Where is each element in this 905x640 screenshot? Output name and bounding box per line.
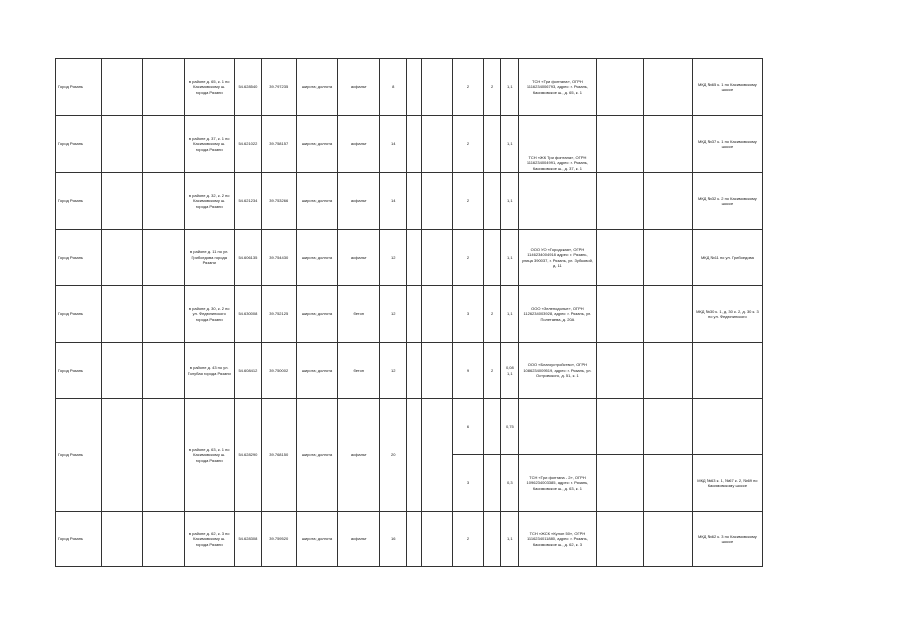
volume-cell: 1,1 bbox=[501, 116, 519, 173]
empty-cell bbox=[142, 116, 184, 173]
containers-planned-cell bbox=[483, 173, 501, 230]
coords-system-cell: широта; долгота bbox=[296, 343, 338, 399]
address-cell: в районе д. 63, к. 1 по Касимовскому ш. города Рязани bbox=[184, 399, 234, 512]
surface-cell: асфальт bbox=[338, 399, 380, 512]
area-cell: 14 bbox=[380, 173, 407, 230]
owner-cell: ТСН «ЖК Три фонтана», ОГРН 1116234004991, адрес: г. Рязань, Касимовское ш., д. 37, к. 1 bbox=[519, 116, 596, 173]
source-cell bbox=[692, 399, 762, 455]
table-row bbox=[56, 343, 763, 399]
table-row bbox=[56, 399, 763, 455]
empty-cell bbox=[407, 286, 422, 343]
source-cell: МКД №37 к. 1 по Касимовскому шоссе bbox=[692, 116, 762, 173]
empty-cell bbox=[102, 230, 143, 286]
volume-value-b: 1,1 bbox=[507, 370, 513, 376]
volume-value-a: 0,08 bbox=[505, 365, 514, 371]
containers-planned-cell bbox=[483, 399, 501, 455]
empty-cell bbox=[407, 399, 422, 512]
containers-planned-cell: 2 bbox=[483, 343, 501, 399]
empty-cell bbox=[102, 343, 143, 399]
surface-cell: асфальт bbox=[338, 512, 380, 567]
latitude-cell: 54.621234 bbox=[234, 173, 261, 230]
empty-cell bbox=[142, 230, 184, 286]
source-cell: МКД №65 к. 1 по Касимовскому шоссе bbox=[692, 59, 762, 116]
area-cell: 8 bbox=[380, 59, 407, 116]
longitude-cell: 39.752125 bbox=[262, 286, 297, 343]
table-row bbox=[56, 230, 763, 286]
volume-cell: 0,75 bbox=[501, 399, 519, 455]
empty-cell bbox=[596, 116, 643, 173]
containers-existing-cell: 2 bbox=[453, 116, 483, 173]
empty-cell bbox=[142, 512, 184, 567]
owner-cell: ООО «Благоустройство», ОГРН 1086234009519, адрес: г. Рязань, ул. Островского, д. 51, к. 1 bbox=[519, 343, 596, 399]
latitude-cell: 54.628290 bbox=[234, 399, 261, 512]
empty-cell bbox=[142, 399, 184, 512]
latitude-cell: 54.628540 bbox=[234, 59, 261, 116]
area-cell: 16 bbox=[380, 512, 407, 567]
empty-cell bbox=[643, 512, 692, 567]
area-cell: 12 bbox=[380, 230, 407, 286]
volume-cell: 1,1 bbox=[501, 286, 519, 343]
empty-cell bbox=[421, 173, 452, 230]
empty-cell bbox=[142, 343, 184, 399]
table-row bbox=[56, 512, 763, 567]
containers-existing-cell: 2 bbox=[453, 173, 483, 230]
source-cell: МКД №62 к. 3 по Касимовскому шоссе bbox=[692, 512, 762, 567]
surface-cell: асфальт bbox=[338, 116, 380, 173]
longitude-cell: 39.797235 bbox=[262, 59, 297, 116]
containers-planned-cell bbox=[483, 512, 501, 567]
coords-system-cell: широта; долгота bbox=[296, 59, 338, 116]
empty-cell bbox=[421, 512, 452, 567]
empty-cell bbox=[421, 286, 452, 343]
containers-planned-cell bbox=[483, 455, 501, 512]
containers-existing-cell: 9 bbox=[453, 343, 483, 399]
containers-existing-cell: 3 bbox=[453, 455, 483, 512]
empty-cell bbox=[142, 286, 184, 343]
area-cell: 12 bbox=[380, 343, 407, 399]
table-row bbox=[56, 286, 763, 343]
empty-cell bbox=[596, 286, 643, 343]
empty-cell bbox=[407, 230, 422, 286]
coords-system-cell: широта; долгота bbox=[296, 230, 338, 286]
volume-cell: 0,3 bbox=[501, 455, 519, 512]
latitude-cell: 54.606135 bbox=[234, 230, 261, 286]
volume-cell: 1,1 bbox=[501, 59, 519, 116]
owner-cell bbox=[519, 173, 596, 230]
address-cell: в районе д. 37, к. 1 по Касимовскому ш. города Рязани bbox=[184, 116, 234, 173]
containers-planned-cell bbox=[483, 230, 501, 286]
coords-system-cell: широта; долгота bbox=[296, 286, 338, 343]
empty-cell bbox=[421, 230, 452, 286]
surface-cell: асфальт bbox=[338, 59, 380, 116]
volume-cell: 1,1 bbox=[501, 230, 519, 286]
empty-cell bbox=[596, 343, 643, 399]
surface-cell: бетон bbox=[338, 343, 380, 399]
empty-cell bbox=[407, 343, 422, 399]
table-row bbox=[56, 59, 763, 116]
containers-planned-cell: 2 bbox=[483, 59, 501, 116]
empty-cell bbox=[421, 116, 452, 173]
empty-cell bbox=[643, 173, 692, 230]
volume-cell: 1,1 bbox=[501, 512, 519, 567]
source-cell bbox=[692, 343, 762, 399]
empty-cell bbox=[643, 116, 692, 173]
empty-cell bbox=[142, 59, 184, 116]
containers-planned-cell: 2 bbox=[483, 286, 501, 343]
area-cell: 20 bbox=[380, 399, 407, 512]
address-cell: в районе д. 43 по ул. Голубая города Рязани bbox=[184, 343, 234, 399]
owner-cell: ООО УО «Городская», ОГРН 1146234004918 адрес: г. Рязань, улица 390037, г. Рязань, ул. Зубковой, д. 11 bbox=[519, 230, 596, 286]
table-row bbox=[56, 173, 763, 230]
empty-cell bbox=[596, 399, 643, 455]
empty-cell bbox=[596, 512, 643, 567]
coords-system-cell: широта; долгота bbox=[296, 512, 338, 567]
empty-cell bbox=[421, 399, 452, 512]
latitude-cell: 54.628308 bbox=[234, 512, 261, 567]
empty-cell bbox=[643, 343, 692, 399]
empty-cell bbox=[407, 173, 422, 230]
surface-cell: бетон bbox=[338, 286, 380, 343]
empty-cell bbox=[596, 455, 643, 512]
empty-cell bbox=[102, 173, 143, 230]
empty-cell bbox=[407, 116, 422, 173]
empty-cell bbox=[102, 286, 143, 343]
surface-cell: асфальт bbox=[338, 173, 380, 230]
latitude-cell: 54.621022 bbox=[234, 116, 261, 173]
owner-cell: ТСН «Три фонтана - 2», ОГРН 1096234003385, адрес: г. Рязань, Касимовское ш., д. 63, к. 1 bbox=[519, 455, 596, 512]
empty-cell bbox=[643, 230, 692, 286]
empty-cell bbox=[643, 455, 692, 512]
registry-table bbox=[55, 58, 763, 567]
empty-cell bbox=[421, 343, 452, 399]
longitude-cell: 39.754430 bbox=[262, 230, 297, 286]
owner-cell: ТСН «ЖСК «Кулон 50», ОГРН 1116234011880, адрес: г. Рязань, Касимовское ш., д. 62, к. 3 bbox=[519, 512, 596, 567]
area-cell: 14 bbox=[380, 116, 407, 173]
source-cell: МКД №32 к. 2 по Касимовскому шоссе bbox=[692, 173, 762, 230]
address-cell: в районе д. 62, к. 3 по Касимовскому ш. города Рязани bbox=[184, 512, 234, 567]
latitude-cell: 54.608412 bbox=[234, 343, 261, 399]
volume-cell: 1,1 bbox=[501, 173, 519, 230]
containers-existing-cell: 6 bbox=[453, 399, 483, 455]
longitude-cell: 39.759520 bbox=[262, 512, 297, 567]
empty-cell bbox=[102, 399, 143, 512]
containers-existing-cell: 2 bbox=[453, 512, 483, 567]
containers-existing-cell: 2 bbox=[453, 230, 483, 286]
place-cell: Город Рязань bbox=[56, 512, 102, 567]
empty-cell bbox=[596, 59, 643, 116]
empty-cell bbox=[643, 59, 692, 116]
source-cell: МКД №11 по ул. Грибоедова bbox=[692, 230, 762, 286]
coords-system-cell: широта; долгота bbox=[296, 116, 338, 173]
address-cell: в районе д. 65, к. 1 по Касимовскому ш. города Рязани bbox=[184, 59, 234, 116]
place-cell: Город Рязань bbox=[56, 230, 102, 286]
address-cell: в районе д. 30, к. 2 по ул. Федюнинского города Рязани bbox=[184, 286, 234, 343]
area-cell: 12 bbox=[380, 286, 407, 343]
longitude-cell: 39.758157 bbox=[262, 116, 297, 173]
containers-existing-cell: 3 bbox=[453, 286, 483, 343]
place-cell: Город Рязань bbox=[56, 59, 102, 116]
place-cell: Город Рязань bbox=[56, 286, 102, 343]
empty-cell bbox=[407, 512, 422, 567]
place-cell: Город Рязань bbox=[56, 343, 102, 399]
place-cell: Город Рязань bbox=[56, 116, 102, 173]
owner-cell: ТСН «Три фонтана», ОГРН 1116234006793, адрес: г. Рязань, Касимовское ш., д. 65, к. 1 bbox=[519, 59, 596, 116]
volume-cell bbox=[501, 343, 519, 399]
empty-cell bbox=[407, 59, 422, 116]
empty-cell bbox=[643, 399, 692, 455]
latitude-cell: 54.630008 bbox=[234, 286, 261, 343]
coords-system-cell: широта; долгота bbox=[296, 399, 338, 512]
table-row bbox=[56, 116, 763, 173]
owner-cell bbox=[519, 399, 596, 455]
address-cell: в районе д. 32, к. 2 по Касимовскому ш. города Рязани bbox=[184, 173, 234, 230]
longitude-cell: 39.768150 bbox=[262, 399, 297, 512]
source-cell: МКД №30 к. 1, д. 30 к. 2, д. 30 к. 3 по ул. Федюнинского bbox=[692, 286, 762, 343]
address-cell: в районе д. 11 по ул. Грибоедова города Рязани bbox=[184, 230, 234, 286]
longitude-cell: 39.750002 bbox=[262, 343, 297, 399]
empty-cell bbox=[102, 512, 143, 567]
empty-cell bbox=[596, 230, 643, 286]
empty-cell bbox=[421, 59, 452, 116]
place-cell: Город Рязань bbox=[56, 399, 102, 512]
owner-cell: ООО «Зеленодолье», ОГРН 1126234003928, адрес: г. Рязань, ул. Полетаева, д. 20А bbox=[519, 286, 596, 343]
empty-cell bbox=[596, 173, 643, 230]
empty-cell bbox=[643, 286, 692, 343]
empty-cell bbox=[102, 59, 143, 116]
empty-cell bbox=[102, 116, 143, 173]
containers-existing-cell: 2 bbox=[453, 59, 483, 116]
longitude-cell: 39.753266 bbox=[262, 173, 297, 230]
surface-cell: асфальт bbox=[338, 230, 380, 286]
containers-planned-cell bbox=[483, 116, 501, 173]
source-cell: МКД №63 к. 1, №67 к. 2, №69 по Касимовскому шоссе bbox=[692, 455, 762, 512]
empty-cell bbox=[142, 173, 184, 230]
place-cell: Город Рязань bbox=[56, 173, 102, 230]
coords-system-cell: широта; долгота bbox=[296, 173, 338, 230]
